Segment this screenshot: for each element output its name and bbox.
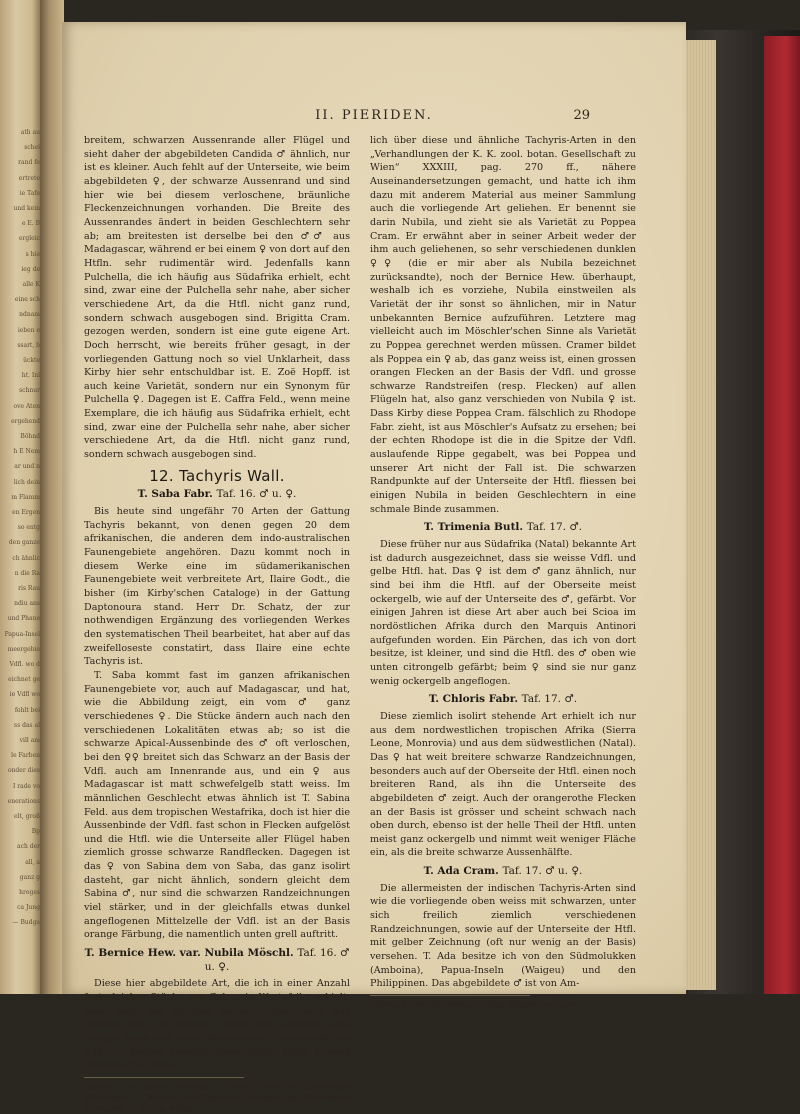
species-heading [370,693,636,707]
book-gutter [40,0,64,994]
left-page-text-fragment: ar und n [14,463,40,471]
left-page-text-fragment: ove Aten [13,402,40,410]
left-page-text-fragment: ie Vdfl wo [9,691,40,699]
left-page-text-fragment: ie Tafe [19,189,40,197]
left-page-text-fragment: alle K [22,281,40,288]
book-page [62,22,686,1113]
running-header-title: II. PIERIDEN. [315,108,433,123]
left-page-text-fragment: ertrete [18,174,40,182]
book-spine-binding [764,36,800,994]
left-page-text-fragment: — Budga [12,919,40,927]
paragraph: Diese früher nur aus Südafrika (Natal) bekannte Art ist dadurch ausgezeichnet, dass sie weisse Vdfl. und gelbe Htfl. hat. Das ♀ ist dem ♂ ganz ähnlich, nur sind bei ihm die Htfl. auf der Oberseite meist ockergelb, wie auf der Unterseite des ♂, gefärbt. Vor einigen Jahren ist diese Art aber auch bei Scioa im nordöstlichen Afrika durch den Marquis Antinori aufgefunden worden. Ein Pärchen, das ich von dort besitze, ist kleiner, und sind die Htfl. des ♂ oben wie unten citrongelb gefärbt; beim ♀ sind sie nur ganz wenig ockergelb angeflogen. [370,539,636,687]
paragraph: Bis heute sind ungefähr 70 Arten der Gattung Tachyris bekannt, von denen gegen 20 dem afrikanischen, die anderen dem indo-australischen Faunengebiete angehören. Dazu kommt noch in diesem Werke eine im südamerikanischen Faunengebiete weit verbreitete Art, Ilaire Godt., die bisher (im Kirby'schen Cataloge) in der Gattung Daptonoura stand. Herr Dr. Schatz, der zur nothwendigen Ergänzung des vorliegenden Werkes den systematischen Theil bearbeitet, hat aber auf das zweifelloseste constatirt, dass Ilaire eine echte Tachyris ist. [84,506,350,668]
species-heading [84,488,350,502]
species-name: T. Trimenia Butl. [423,521,524,534]
paragraph: Die allermeisten der indischen Tachyris-Arten sind wie die vorliegende oben weiss mit schwarzen, unter sich freilich ziemlich verschiedenen Randzeichnungen, sowie auf der Unterseite der Htfl. mit gelber Zeichnung (oft nur wenig an der Basis) versehen. T. Ada besitze ich von den Südmolukken (Amboina), Papua-Inseln (Waigeu) und den Philippinen. Das abgebildete ♂ ist von Am- [370,882,636,990]
left-page-text-fragment: Böhnd [20,433,40,440]
left-page-text-fragment: I rade vo [12,782,40,790]
left-page-text-fragment: ieben e [17,326,40,334]
left-page-text-fragment: vill am [19,737,40,744]
species-name: T. Chloris Fabr. [428,693,518,706]
left-page-text-fragment: ganz g [19,873,40,881]
left-page-text-fragment: so entg [17,524,40,532]
left-page-text-fragment: rand fe [18,159,40,167]
left-page-text-fragment: und kein [13,205,40,212]
paragraph: T. Saba kommt fast im ganzen afrikanischen Faunengebiete vor, auch auf Madagascar, und hat, wie die Abbildung zeigt, ein vom ♂ ganz verschiedenes ♀. Die Stücke ändern auch nach den verschiedenen Lokalitäten etwas ab; so ist die schwarze Apical-Aussenbinde des ♂ oft verloschen, bei den ♀♀ breitet sich das Schwarz an der Basis der Vdfl. auch am Innenrande aus, und ein ♀ aus Madagascar ist matt schwefelgelb statt weiss. Im männlichen Geschlecht etwas ähnlich ist T. Sabina Feld. aus dem tropischen Westafrika, doch ist hier die Aussenbinde der Vdfl. fast schon in Flecken aufgelöst und die Htfl. wie die Unterseite aller Flügel haben ziemlich grosse schwarze Randflecken. Dagegen ist das ♀ von Sabina dem von Saba, das ganz isolirt dasteht, gar nicht ähnlich, sondern gleicht dem Sabina ♂, nur sind die schwarzen Randzeichnungen viel stärker, und in der gleichfalls etwas dunkel angeflogenen Mittelzelle der Vdfl. ist an der Basis orange Färbung, die namentlich unten grell auftritt. [84,669,350,941]
left-page-text-fragment: ca Jung [17,904,40,912]
species-name: T. Bernice Hew. var. Nubila Möschl. [84,947,294,960]
plate-reference: Taf. 16. ♂ u. ♀. [216,488,297,501]
left-column [84,134,350,1114]
left-page-text-fragment: Papua-Insel [4,630,40,638]
left-page-text-fragment: ssart, b [17,341,40,349]
left-page-text-fragment: ndiu ans [14,600,40,608]
plate-reference: Taf. 16. ♂ u. ♀. [204,947,350,973]
left-page-text-fragment: schnur [19,387,40,395]
species-heading [84,947,350,974]
left-page-text-fragment: lich dein [13,478,40,486]
species-heading [370,521,636,535]
left-page-text-fragment: ath au [20,129,40,136]
species-name: T. Saba Fabr. [137,488,213,501]
paragraph: Diese hier abgebildete Art, die ich in einer Anzahl fast gleicher Stücke aus Gabun in Westafrika erhielt, kann nicht die typische Bernice Hew. (auch aus Gabun) sein, da letztere, sonst ganz ähnlich, eine orange Basis und einen ebensolchen Vorderrand der Vdfl. in beiden Geschlechtern zeigt. Mein Freund Möschler hat kürz- [84,978,350,1072]
left-page-text-fragment: schei [24,144,40,152]
footnote: Chloris, Mutter des Nestor. — Ada, Königin von Karien. [370,1000,584,1010]
left-page-fragment [0,0,40,994]
left-page-text-fragment: ndnam [19,311,40,319]
left-page-text-fragment: ückte [23,357,40,364]
plate-reference: Taf. 17. ♂. [526,521,583,534]
left-page-text-fragment: s hie [25,250,40,258]
left-page-text-fragment: onder dies [7,767,40,775]
left-page-text-fragment: eine sch [14,296,40,304]
left-page-text-fragment: enerations [7,797,40,805]
plate-reference: Taf. 17. ♂ u. ♀. [502,865,583,878]
running-header [62,108,686,128]
left-page-text-fragment: Vdfl. wo d [9,661,40,668]
left-page-text-fragment: le Farben [11,752,40,760]
left-page-text-fragment: hroges [19,889,40,896]
left-page-text-fragment: all, a [25,858,40,866]
left-page-text-fragment: n die Ra [14,569,40,577]
left-page-text-fragment: ergleic [18,235,40,243]
left-page-text-fragment: ris Rau [18,585,40,592]
left-page-text-fragment: und Phane [7,615,40,623]
paragraph: Diese ziemlich isolirt stehende Art erhielt ich nur aus dem nordwestlichen tropischen Afrika (Sierra Leone, Monrovia) und aus dem südwestlichen (Natal). Das ♀ hat weit breitere schwarze Randzeichnungen, besonders auch auf der Oberseite der Htfl. einen noch breiteren Rand, als ihn die Unterseite des abgebildeten ♂ zeigt. Auch der orangerothe Flecken an der Basis ist grösser und scheint schwach nach oben durch, ebenso ist der helle Theil der Htfl. unten meist ganz ockergelb und nimmt weit weniger Fläche ein, als die breite schwarze Aussenhälfte. [370,710,636,859]
left-page-text-fragment: meergebie [7,645,40,653]
species-heading [370,865,636,879]
paragraph: breitem, schwarzen Aussenrande aller Flügel und sieht daher der abgebildeten Candida ♂ ähnlich, nur ist es kleiner. Auch fehlt auf der Unterseite, wie beim abgebildeten ♀, der schwarze Aussenrand und sind hier wie bei diesem verloschene, bräunliche Fleckenzeichnungen vorhanden. Die Breite des Aussenrandes ändert in beiden Geschlechtern sehr ab; am breitesten ist derselbe bei den ♂♂ aus Madagascar, während er bei einem ♀ von dort auf den Htfln. sehr rudimentär wird. Jedenfalls kann Pulchella, die ich häufig aus Südafrika erhielt, echt sind, zwar eine der Pulchella sehr nahe, aber sicher verschiedene Art, da die Htfl. nicht ganz rund, sondern schwach ausgebogen sind. Brigitta Cram. gezogen werden, sondern ist eine gute eigene Art. Doch herrscht, wie bereits früher gesagt, in der vorliegenden Gattung noch so viel Unklarheit, dass Kirby hier sehr entschuldbar ist. E. Zoë Hopff. ist auch keine Varietät, sondern nur ein Synonym für Pulchella ♀. Dagegen ist E. Caffra Feld., wenn meine Exemplare, die ich häufig aus Südafrika erhielt, echt sind, zwar eine der Pulchella sehr nahe, aber sicher verschiedene Art, da die Htfl. nicht ganz rund, sondern schwach ausgebogen sind. [84,135,350,461]
left-page-text-fragment: elt, groß [13,813,40,820]
left-page-text-fragment: eichnet ge [8,676,40,684]
left-page-text-fragment: ht. Inl [21,372,40,380]
plate-reference: Taf. 17. ♂. [521,693,578,706]
left-page-text-fragment: den ganze [8,539,40,547]
left-page-text-fragment: ch ähnlic [12,554,40,562]
left-page-text-fragment: e E. B [21,220,40,228]
footnote-divider [84,1077,244,1078]
page-stack-edge [686,40,716,990]
left-page-text-fragment: h E Nem [13,448,40,456]
footnote-divider [370,995,530,996]
species-name: T. Ada Cram. [423,865,499,878]
left-page-text-fragment: fehlt bei [14,706,40,714]
paragraph: lich über diese und ähnliche Tachyris-Arten in den „Verhandlungen der K. K. zool. botan. Gesellschaft zu Wien“ XXXIII, pag. 270 ff., nähere Auseinandersetzungen gemacht, und hatte ich ihm dazu mit anderem Material aus meiner Sammlung auch die vorliegende Art geliehen. Er benennt sie darin Nubila, und zieht sie als Varietät zu Poppea Cram. Er erwähnt aber in seiner Arbeit weder der ihm auch geliehenen, so sehr verschiedenen dunklen ♀♀ (die er mir aber als Nubila bezeichnet zurücksandte), noch der Bernice Hew. überhaupt, weshalb ich es vorziehe, Nubila einstweilen als Varietät der ihr sonst so ähnlichen, mir in Natur unbekannten Bernice aufzuführen. Letztere mag vielleicht auch im Möschler'schen Sinne als Varietät zu Poppea gerechnet werden müssen. Cramer bildet als Poppea ein ♀ ab, das ganz weiss ist, einen grossen orangen Flecken an der Basis der Vdfl. und grosse schwarze Randstreifen (resp. Flecken) auf allen Flügeln hat, also ganz verschieden von Nubila ♀ ist. Dass Kirby diese Poppea Cram. fälschlich zu Rhodope Fabr. zieht, ist aus Möschler's Aufsatz zu ersehen; bei der echten Rhodope ist die in die Spitze der Vdfl. auslaufende Rippe gegabelt, was bei Poppea und unserer Art nicht der Fall ist. Die schwarzen Randpunkte auf der Unterseite der Htfl. fliessen bei einigen Nubila in beiden Geschlechtern in eine schmale Binde zusammen. [370,135,636,515]
section-heading: 12. Tachyris Wall. [149,466,285,485]
left-page-text-fragment: ss das al [14,721,40,729]
footnote: Tachyris von tachys, schnell. — Saba, Hafen am arabischen Meerbusen. — Bernice oder Berenice, Gemahlin des Ptolomaeus Euergetes. — Nubila, wolkig. [84,1081,350,1113]
left-page-text-fragment: ach der [17,843,40,851]
left-page-text-fragment: ergehend [11,417,40,425]
page-number: 29 [573,108,590,123]
left-page-text-fragment: ieg de [21,265,40,273]
left-page-text-fragment: en Ergen [12,509,40,516]
left-page-text-fragment: Bp [31,828,40,836]
left-page-text-fragment: m Flamm [11,493,40,501]
right-column [370,134,636,1010]
